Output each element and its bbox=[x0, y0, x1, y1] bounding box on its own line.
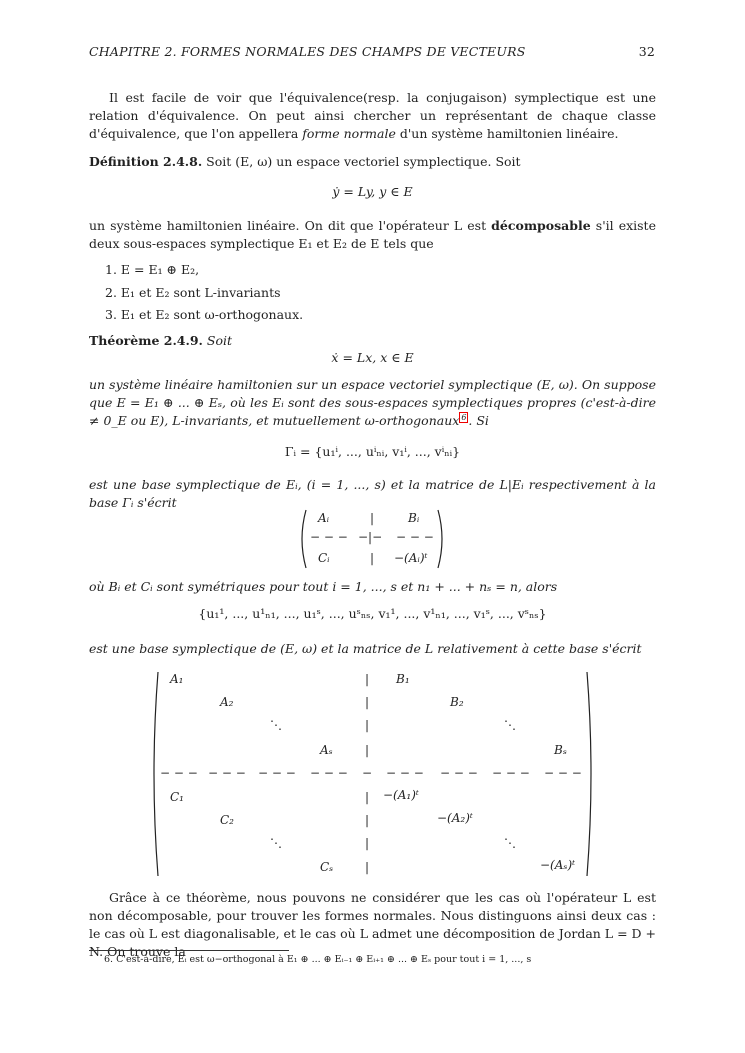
term-forme-normale: forme normale bbox=[302, 126, 396, 141]
matrix-entry: Bₛ bbox=[554, 743, 567, 757]
list-item: 2. E₁ et E₂ sont L-invariants bbox=[105, 284, 281, 300]
matrix-entry: −(Aₛ)ᵗ bbox=[540, 858, 576, 872]
paragraph-base: est une base symplectique de Eᵢ, (i = 1, ..., s) et la matrice de L|Eᵢ respectivement à la base Γᵢ s'écrit bbox=[89, 477, 656, 510]
matrix-entry: Aₛ bbox=[320, 743, 333, 757]
matrix-entry: A₁ bbox=[170, 672, 184, 686]
condition-list bbox=[105, 259, 303, 327]
matrix-entry: C₁ bbox=[170, 790, 184, 804]
equation-3: Γᵢ = {u₁ⁱ, ..., uⁱₙᵢ, v₁ⁱ, ..., vⁱₙᵢ} bbox=[284, 444, 461, 459]
page-number: 32 bbox=[638, 44, 655, 59]
matrix-entry: C₂ bbox=[220, 813, 234, 827]
theorem: Théorème 2.4.9. Soit bbox=[89, 333, 233, 348]
paragraph-decomposable: un système hamiltonien linéaire. On dit que l'opérateur L est décomposable s'il existe deux sous-espaces symplectique E₁ et E₂ de E tels que bbox=[89, 218, 656, 251]
matrix-entry: −(A₁)ᵗ bbox=[383, 788, 419, 802]
matrix-entry: Aᵢ bbox=[318, 511, 330, 525]
matrix-entry: A₂ bbox=[220, 695, 234, 709]
block-matrix-small: Aᵢ | Bᵢ − − − −|− − − − Cᵢ | −(Aᵢ)ᵗ bbox=[298, 508, 446, 570]
matrix-entry: Cₛ bbox=[320, 860, 334, 874]
block-matrix-large: A₁ | B₁ A₂ | B₂ ⋱ | ⋱ Aₛ | Bₛ − − − − − − − − − − − − − − − − − − − − − − − − − C₁ | −(A₁)ᵗ C₂ | −(A₂)ᵗ ⋱ | ⋱ Cₛ | −(Aₛ)ᵗ bbox=[150, 670, 595, 878]
matrix-entry: Cᵢ bbox=[318, 551, 330, 565]
list-item: 1. E = E₁ ⊕ E₂, bbox=[105, 262, 200, 277]
paragraph-conclusion: Grâce à ce théorème, nous pouvons ne considérer que les cas où l'opérateur L est non décomposable, pour trouver les formes normales. Nous distinguons ainsi deux cas : le cas où L est diagonalisable, et le cas où L admet une décomposition de Jordan L = D + N. On trouve la bbox=[89, 890, 656, 959]
running-header bbox=[89, 44, 655, 59]
footnote-rule bbox=[89, 950, 289, 951]
footnote-6: 6. C'est-à-dire, Eᵢ est ω−orthogonal à E₁ ⊕ ... ⊕ Eᵢ₋₁ ⊕ Eᵢ₊₁ ⊕ ... ⊕ Eₛ pour tout i = 1, ..., s bbox=[104, 954, 532, 965]
paragraph-intro: Il est facile de voir que l'équivalence(resp. la conjugaison) symplectique est une relation d'équivalence. On peut ainsi chercher un représentant de chaque classe d'équivalence, que l'on appellera forme normale d'un système hamiltonien linéaire. bbox=[89, 90, 656, 141]
paragraph-theorem-hypothesis: un système linéaire hamiltonien sur un espace vectoriel symplectique (E, ω). On suppose que E = E₁ ⊕ ... ⊕ Eₛ, où les Eᵢ sont des sous-espaces symplectiques propres (c'est-à-dire ≠ 0_E ou E), L-invariants, et mutuellement ω-orthogonaux 6 . Si bbox=[89, 377, 656, 429]
equation-2: ẋ = Lx, x ∈ E bbox=[331, 350, 414, 365]
footnote-link[interactable]: 6 bbox=[461, 413, 467, 422]
equation-4: {u₁¹, ..., u¹ₙ₁, ..., u₁ˢ, ..., uˢₙₛ, v₁¹, ..., v¹ₙ₁, ..., v₁ˢ, ..., vˢₙₛ} bbox=[198, 606, 547, 621]
paragraph-global-base: est une base symplectique de (E, ω) et la matrice de L relativement à cette base s'écrit bbox=[89, 641, 642, 656]
matrix-entry: −(Aᵢ)ᵗ bbox=[394, 551, 428, 565]
matrix-entry: −(A₂)ᵗ bbox=[437, 811, 473, 825]
paragraph-symmetric: où Bᵢ et Cᵢ sont symétriques pour tout i = 1, ..., s et n₁ + ... + nₛ = n, alors bbox=[89, 579, 558, 594]
matrix-entry: B₂ bbox=[450, 695, 464, 709]
matrix-entry: B₁ bbox=[396, 672, 410, 686]
matrix-entry: Bᵢ bbox=[408, 511, 420, 525]
definition-label: Définition 2.4.8. bbox=[89, 154, 203, 169]
chapter-title: CHAPITRE 2. FORMES NORMALES DES CHAMPS DE VECTEURS bbox=[89, 44, 526, 59]
list-item: 3. E₁ et E₂ sont ω-orthogonaux. bbox=[105, 307, 304, 322]
theorem-label: Théorème 2.4.9. bbox=[89, 333, 203, 348]
definition: Définition 2.4.8. Soit (E, ω) un espace vectoriel symplectique. Soit bbox=[89, 154, 521, 169]
equation-1: ẏ = Ly, y ∈ E bbox=[332, 184, 413, 199]
term-decomposable: décomposable bbox=[491, 218, 591, 233]
